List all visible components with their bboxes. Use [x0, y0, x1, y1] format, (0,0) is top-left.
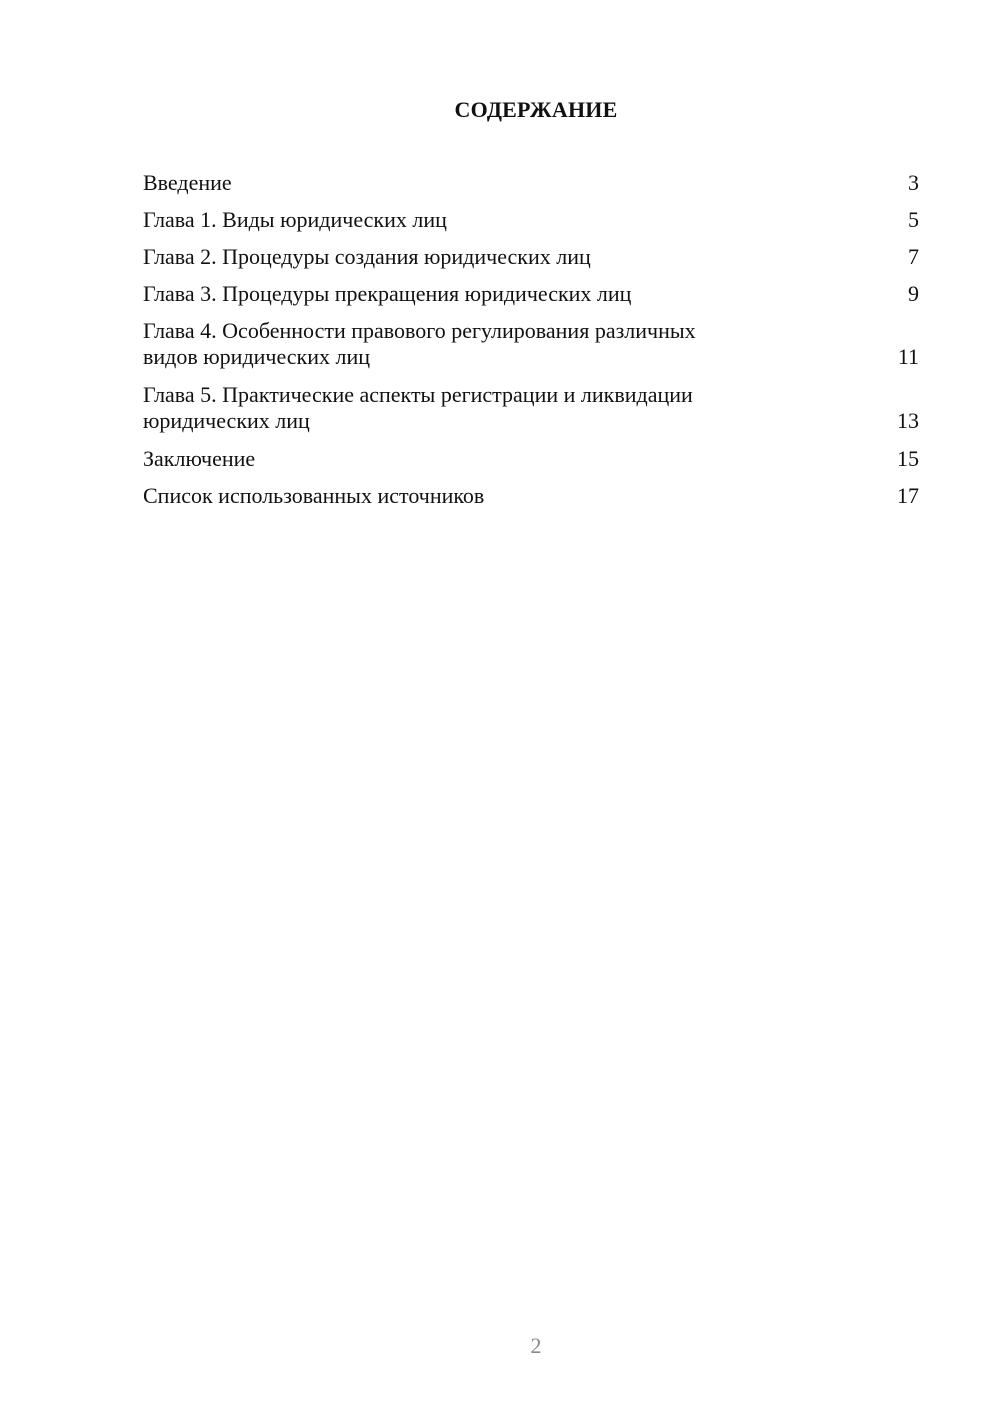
toc-entry-references[interactable] — [143, 483, 919, 509]
page-title: СОДЕРЖАНИЕ — [454, 97, 618, 122]
toc-entry-chapter-1[interactable] — [143, 207, 919, 233]
toc-entry-introduction[interactable] — [143, 170, 919, 196]
toc-entry-label: Глава 5. Практические аспекты регистрации и ликвидации юридических лиц — [143, 382, 693, 433]
toc-entry-page: 3 — [908, 170, 919, 195]
toc-entry-page: 17 — [897, 483, 919, 508]
toc-entry-page: 9 — [908, 281, 919, 306]
toc-entry-label: Список использованных источников — [143, 483, 485, 508]
toc-entry-chapter-2[interactable] — [143, 244, 919, 270]
toc-entry-conclusion[interactable] — [143, 446, 919, 472]
toc-entry-page: 7 — [908, 244, 919, 269]
toc-entry-chapter-4[interactable] — [143, 318, 919, 370]
toc-entry-label: Введение — [143, 170, 232, 195]
toc-entry-page: 5 — [908, 207, 919, 232]
toc-entry-page: 13 — [897, 408, 919, 433]
toc-entry-label: Глава 2. Процедуры создания юридических лиц — [143, 244, 591, 269]
page-number: 2 — [530, 1333, 542, 1358]
toc-entry-chapter-5[interactable] — [143, 382, 919, 434]
toc-entry-label: Заключение — [143, 446, 256, 471]
table-of-contents — [143, 170, 919, 520]
toc-entry-chapter-3[interactable] — [143, 281, 919, 307]
toc-entry-page: 11 — [897, 344, 919, 369]
toc-entry-label: Глава 3. Процедуры прекращения юридических лиц — [143, 281, 632, 306]
toc-entry-label: Глава 4. Особенности правового регулирования различных видов юридических лиц — [143, 318, 696, 369]
toc-entry-label: Глава 1. Виды юридических лиц — [143, 207, 447, 232]
toc-entry-page: 15 — [897, 446, 919, 471]
